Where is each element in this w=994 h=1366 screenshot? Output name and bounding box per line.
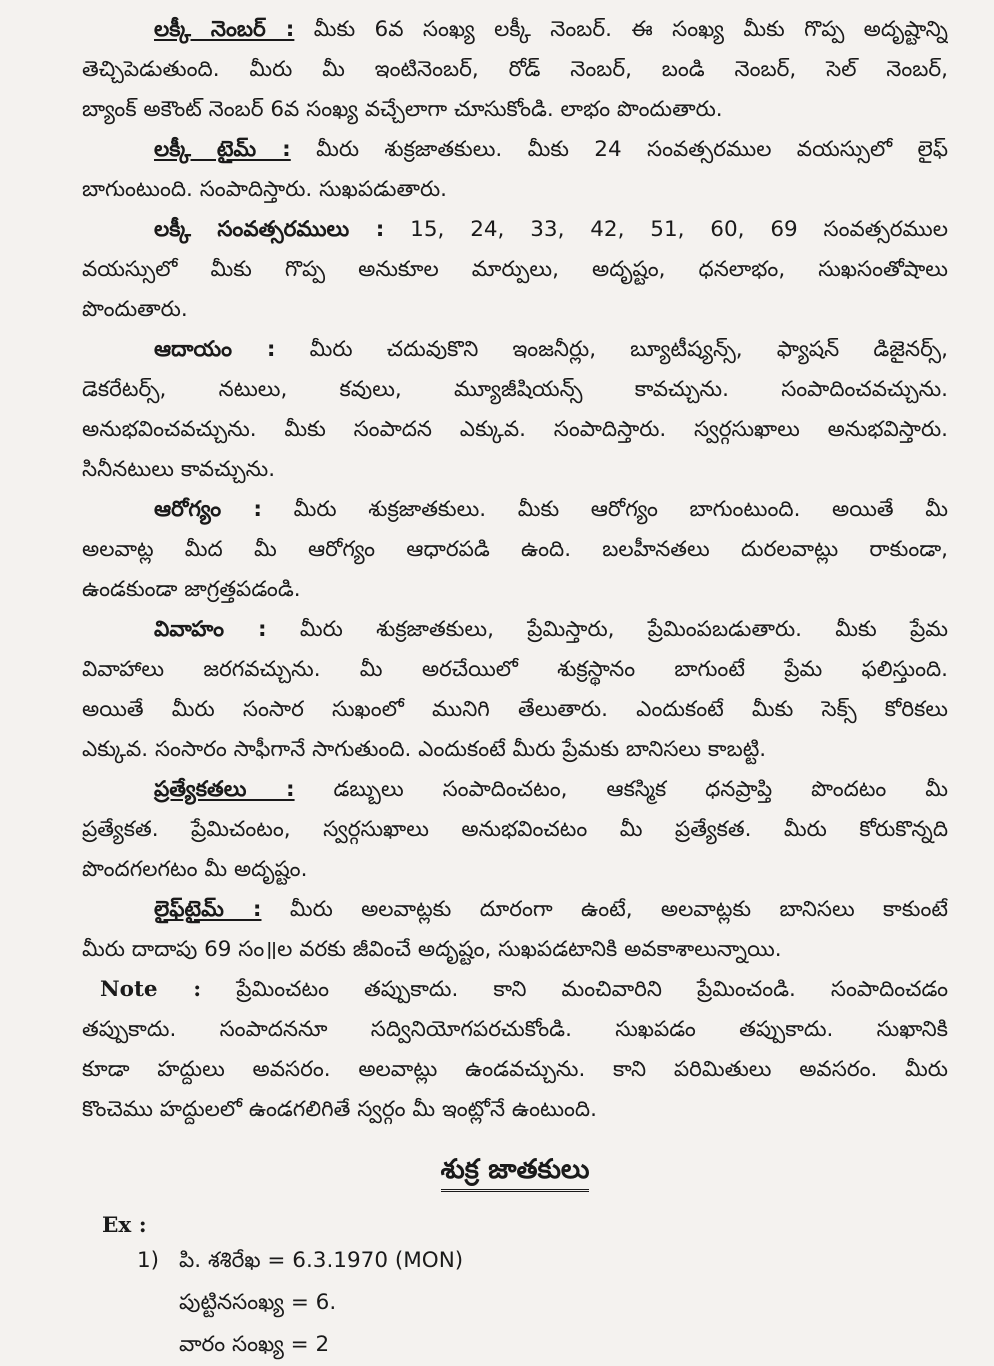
paragraph-marriage-line-4: ఎక్కువ. సంసారం సాఫీగానే సాగుతుంది. ఎందుకంటే మీరు ప్రేమకు బానిసలు కాబట్టి.: [82, 737, 767, 762]
paragraph-specialties-line-2: ప్రత్యేకత. ప్రేమిచంటం, స్వర్గసుఖాలు అనుభవించటం మీ ప్రత్యేకత. మీరు కోరుకొన్నది: [82, 817, 948, 842]
example-line-2: పుట్టినసంఖ్య = 6.: [179, 1290, 337, 1315]
paragraph-income-line-2: డెకరేటర్స్, నటులు, కవులు, మ్యూజీషియన్స్ కావచ్చును. సంపాదించవచ్చును.: [82, 377, 948, 402]
paragraph-marriage-line-3: అయితే మీరు సంసార సుఖంలో మునిగి తేలుతారు. ఎందుకంటే మీకు సెక్స్ కోరికలు: [82, 697, 948, 722]
paragraph-marriage-line-2: వివాహాలు జరగవచ్చును. మీ అరచేయిలో శుక్రస్థానం బాగుంటే ప్రేమ ఫలిస్తుంది.: [82, 657, 948, 682]
paragraph-lucky-years-line-3: పొందుతారు.: [82, 297, 188, 322]
paragraph-note-line-2: తప్పుకాదు. సంపాదననూ సద్వినియోగపరచుకోండి. సుఖపడం తప్పుకాదు. సుఖానికి: [82, 1017, 948, 1042]
note-heading: Note :: [100, 977, 202, 1002]
specialties-heading: ప్రత్యేకతలు :: [154, 777, 295, 802]
paragraph-income-line-4: సినీనటులు కావచ్చును.: [82, 457, 276, 482]
lifetime-heading: లైఫ్‌టైమ్ :: [154, 897, 262, 922]
example-number: 1): [137, 1248, 160, 1273]
paragraph-note-line-1: Note : ప్రేమించటం తప్పుకాదు. కాని మంచివారిని ప్రేమించండి. సంపాదించడం: [100, 977, 948, 1002]
example-line-3: వారం సంఖ్య = 2: [179, 1332, 330, 1357]
paragraph-health-line-2: అలవాట్ల మీద మీ ఆరోగ్యం ఆధారపడి ఉంది. బలహీనతలు దురలవాట్లు రాకుండా,: [82, 537, 948, 562]
example-line-1: పి. శశిరేఖ = 6.3.1970 (MON): [179, 1248, 464, 1273]
paragraph-specialties-line-1: ప్రత్యేకతలు : డబ్బులు సంపాదించటం, ఆకస్మిక ధనప్రాప్తి పొందటం మీ: [154, 777, 948, 802]
lucky-time-heading: లక్కీ టైమ్ :: [154, 137, 291, 162]
example-block: [137, 1240, 463, 1366]
paragraph-health-line-1: ఆరోగ్యం : మీరు శుక్రజాతకులు. మీకు ఆరోగ్యం బాగుంటుంది. అయితే మీ: [154, 497, 948, 522]
paragraph-income-line-1: ఆదాయం : మీరు చదువుకొని ఇంజనీర్లు, బ్యూటీష్యన్స్, ఫ్యాషన్ డిజైనర్స్,: [154, 337, 948, 362]
paragraph-lifetime-line-1: లైఫ్‌టైమ్ : మీరు అలవాట్లకు దూరంగా ఉంటే, అలవాట్లకు బానిసలు కాకుంటే: [154, 897, 948, 922]
marriage-heading: వివాహం :: [154, 617, 267, 642]
paragraph-lucky-number-line-3: బ్యాంక్ అకౌంట్ నెంబర్ 6వ సంఖ్య వచ్చేలాగా చూసుకోండి. లాభం పొందుతారు.: [82, 97, 723, 122]
paragraph-lucky-years-line-2: వయస్సులో మీకు గొప్ప అనుకూల మార్పులు, అదృష్టం, ధనలాభం, సుఖసంతోషాలు: [82, 257, 948, 282]
paragraph-lucky-time-line-1: లక్కీ టైమ్ : మీరు శుక్రజాతకులు. మీకు 24 సంవత్సరముల వయస్సులో లైఫ్: [154, 137, 948, 162]
paragraph-marriage-line-1: వివాహం : మీరు శుక్రజాతకులు, ప్రేమిస్తారు, ప్రేమింపబడుతారు. మీకు ప్రేమ: [154, 617, 948, 642]
health-heading: ఆరోగ్యం :: [154, 497, 263, 522]
paragraph-lucky-years-line-1: లక్కీ సంవత్సరములు : 15, 24, 33, 42, 51, 60, 69 సంవత్సరముల: [154, 217, 948, 242]
paragraph-note-line-4: కొంచెము హద్దులలో ఉండగలిగితే స్వర్గం మీ ఇంట్లోనే ఉంటుంది.: [82, 1097, 597, 1122]
paragraph-lifetime-line-2: మీరు దాదాపు 69 సం॥ల వరకు జీవించే అదృష్టం, సుఖపడటానికి అవకాశాలున్నాయి.: [82, 937, 782, 962]
paragraph-lucky-number-line-1: లక్కీ నెంబర్ : మీకు 6వ సంఖ్య లక్కీ నెంబర్. ఈ సంఖ్య మీకు గొప్ప అదృష్టాన్ని: [154, 17, 948, 42]
section-title: శుక్ర జాతకులు: [82, 1150, 948, 1190]
document-page: [82, 10, 948, 1357]
paragraph-income-line-3: అనుభవించవచ్చును. మీకు సంపాదన ఎక్కువ. సంపాదిస్తారు. స్వర్గసుఖాలు అనుభవిస్తారు.: [82, 417, 948, 442]
example-label: Ex :: [102, 1213, 147, 1238]
example-row-1: [137, 1240, 463, 1282]
paragraph-lucky-time-line-2: బాగుంటుంది. సంపాదిస్తారు. సుఖపడుతారు.: [82, 177, 447, 202]
lucky-number-heading: లక్కీ నెంబర్ :: [154, 17, 295, 42]
paragraph-health-line-3: ఉండకుండా జాగ్రత్తపడండి.: [82, 577, 301, 602]
income-heading: ఆదాయం :: [154, 337, 276, 362]
paragraph-lucky-number-line-2: తెచ్చిపెడుతుంది. మీరు మీ ఇంటినెంబర్, రోడ్ నెంబర్, బండి నెంబర్, సెల్ నెంబర్,: [82, 57, 948, 82]
paragraph-specialties-line-3: పొందగలగటం మీ అదృష్టం.: [82, 857, 308, 882]
lucky-years-heading: లక్కీ సంవత్సరములు :: [154, 217, 385, 242]
paragraph-note-line-3: కూడా హద్దులు అవసరం. అలవాట్లు ఉండవచ్చును. కాని పరిమితులు అవసరం. మీరు: [82, 1057, 948, 1082]
